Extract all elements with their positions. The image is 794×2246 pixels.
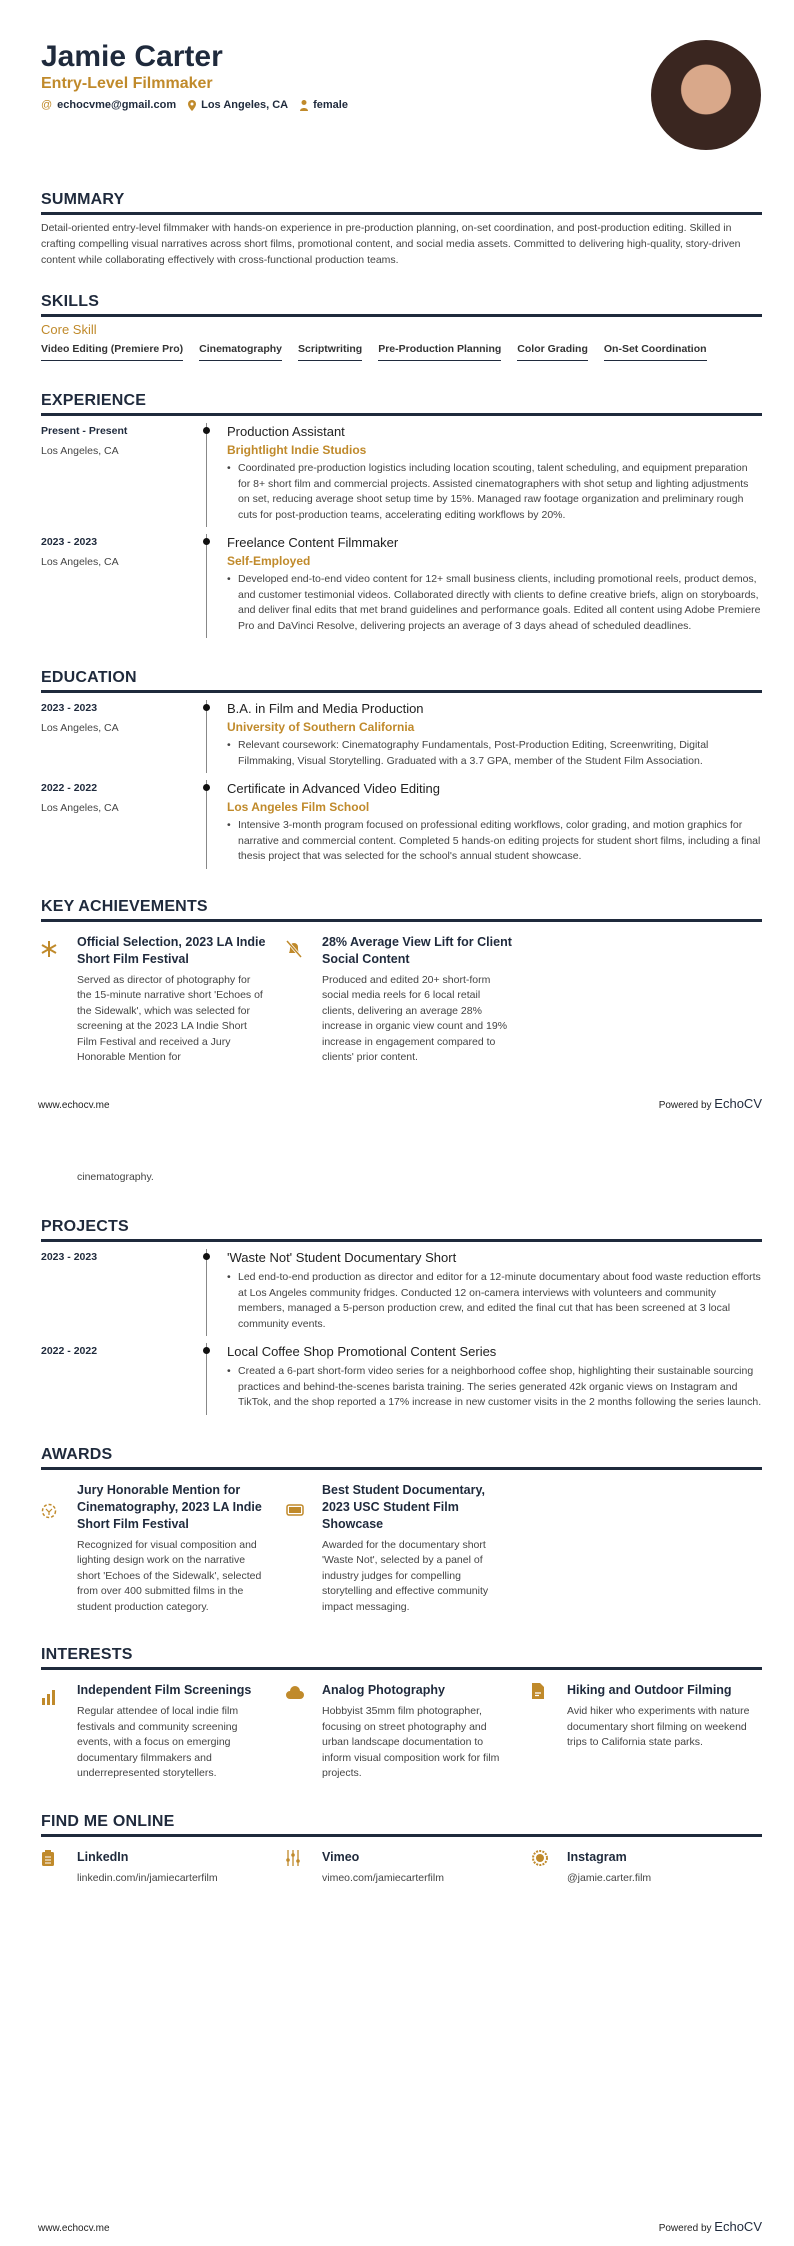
entry-title: B.A. in Film and Media Production <box>227 701 424 716</box>
section-heading: SUMMARY <box>41 190 762 215</box>
entry-desc: • Relevant coursework: Cinematography Fundamentals, Post-Production Editing, Screenwriting, Digital Filmmaking, Visual Storytelling. Graduated with a 3.7 GPA, member of the Student Film Association. <box>227 738 762 769</box>
location-pin-icon <box>188 100 196 111</box>
achievement-item <box>286 934 531 1066</box>
item-desc: Hobbyist 35mm film photographer, focusing on street photography and urban landscape documentation to inform visual composition work for film projects. <box>322 1705 500 1779</box>
skill-tag: On-Set Coordination <box>604 343 707 361</box>
person-icon <box>300 100 308 111</box>
footer-site-link[interactable]: www.echocv.me <box>38 2223 110 2234</box>
item-desc: Served as director of photography for the 15-minute narrative short 'Echoes of the Sidewalk', which was selected for screening at the 2023 LA Indie Short Film Festival and received a Jury Honorable Mention for <box>77 973 263 1063</box>
bar-chart-icon <box>41 1688 57 1706</box>
candidate-name: Jamie Carter <box>41 40 223 73</box>
entry-date: 2023 - 2023 <box>41 702 98 714</box>
entry-title: Certificate in Advanced Video Editing <box>227 781 440 796</box>
project-entry <box>41 1249 762 1336</box>
timeline-dot <box>206 780 207 869</box>
skill-tag: Video Editing (Premiere Pro) <box>41 343 183 361</box>
ticket-icon <box>286 1504 304 1516</box>
skill-tag: Scriptwriting <box>298 343 362 361</box>
entry-desc: • Led end-to-end production as director and editor for a 12-minute documentary about food waste reduction efforts at Los Angeles community fridges. Conducted 12 on-camera interviews with volunteers and community members, managed a 5-person production crew, and edited the final cut that has been screened at 3 local community events. <box>227 1270 762 1332</box>
achievements-section <box>41 897 762 1066</box>
page-2 <box>0 1123 794 2246</box>
entry-date: 2023 - 2023 <box>41 536 98 548</box>
at-icon: @ <box>41 99 53 111</box>
entry-desc: • Created a 6-part short-form video series for a neighborhood coffee shop, highlighting their sustainable sourcing practices and behind-the-scenes barista training. The series generated 42k organic views on Instagram and TikTok, and the shop reported a 17% increase in new customer visits in the 2 months following the series launch. <box>227 1364 762 1411</box>
item-desc: Regular attendee of local indie film festivals and community screening events, with a focus on emerging documentary filmmakers and underrepresented storytellers. <box>77 1705 239 1779</box>
online-item <box>531 1849 776 1887</box>
timeline-dot <box>206 1343 207 1415</box>
item-title: Vimeo <box>322 1849 360 1864</box>
entry-title: Freelance Content Filmmaker <box>227 535 399 550</box>
item-title: Analog Photography <box>322 1683 445 1697</box>
gear-icon <box>531 1849 549 1867</box>
interest-item <box>286 1682 531 1782</box>
interests-section <box>41 1645 762 1782</box>
award-item <box>286 1482 531 1616</box>
entry-location: Los Angeles, CA <box>41 445 119 457</box>
entry-desc: • Developed end-to-end video content for 12+ small business clients, including promotional reels, product demos, and customer testimonial videos. Collaborated directly with clients to define creative briefs, align on storyboards, and deliver final edits that met brand guidelines and performance goals. Edited all content using Adobe Premiere Pro and DaVinci Resolve, delivering projects an average of 3 days ahead of scheduled deadlines. <box>227 572 762 634</box>
item-title: Hiking and Outdoor Filming <box>567 1683 732 1697</box>
online-item <box>41 1849 286 1887</box>
summary-section <box>41 190 762 268</box>
section-heading: INTERESTS <box>41 1645 762 1670</box>
project-entry <box>41 1343 762 1415</box>
experience-section <box>41 391 762 638</box>
timeline-dot <box>206 534 207 638</box>
item-title: 28% Average View Lift for Client Social Content <box>322 934 512 966</box>
profile-link[interactable]: vimeo.com/jamiecarterfilm <box>322 1871 444 1884</box>
skill-tag: Cinematography <box>199 343 282 361</box>
entry-date: 2023 - 2023 <box>41 1251 98 1263</box>
projects-section <box>41 1217 762 1415</box>
skills-section <box>41 292 762 361</box>
summary-text: Detail-oriented entry-level filmmaker with hands-on experience in pre-production planning, on-set coordination, and post-production editing. Skilled in crafting compelling visual narratives across short films, promotional content, and social media assets. Committed to delivering high-quality, story-driven content while collaborating effectively with cross-functional production teams. <box>41 222 741 266</box>
online-item <box>286 1849 531 1887</box>
entry-date: 2022 - 2022 <box>41 782 98 794</box>
footer-site-link[interactable]: www.echocv.me <box>38 1100 110 1111</box>
profile-link[interactable]: linkedin.com/in/jamiecarterfilm <box>77 1871 218 1884</box>
online-section <box>41 1812 762 1887</box>
section-heading: AWARDS <box>41 1445 762 1470</box>
timeline-dot <box>206 1249 207 1336</box>
entry-desc: • Intensive 3-month program focused on professional editing workflows, color grading, and motion graphics for narrative and commercial content. Completed 5 hands-on editing projects for student short films, including a final thesis project that was selected for the school's annual student showcase. <box>227 818 762 865</box>
item-title: Official Selection, 2023 LA Indie Short Film Festival <box>77 934 266 966</box>
page-footer <box>38 1096 762 1111</box>
interest-item <box>41 1682 286 1782</box>
entry-date: 2022 - 2022 <box>41 1345 98 1357</box>
item-desc: Avid hiker who experiments with nature documentary short filming on weekend trips to California state parks. <box>567 1705 750 1748</box>
footer-brand: EchoCV <box>714 1096 762 1111</box>
target-icon <box>41 1502 57 1520</box>
item-desc: Awarded for the documentary short 'Waste Not', selected by a panel of industry judges for compelling storytelling and effective community impact messaging. <box>322 1538 489 1613</box>
bell-slash-icon <box>286 940 302 958</box>
section-heading: EDUCATION <box>41 668 762 693</box>
experience-entry <box>41 534 762 638</box>
item-desc: Recognized for visual composition and lighting design work on the narrative short 'Echoes of the Sidewalk', selected from over 400 submitted films in the student production category. <box>77 1538 262 1613</box>
entry-org: Los Angeles Film School <box>227 800 370 814</box>
entry-date: Present - Present <box>41 425 128 437</box>
entry-location: Los Angeles, CA <box>41 722 119 734</box>
footer-powered-label: Powered by <box>658 2223 712 2234</box>
experience-entry <box>41 423 762 527</box>
timeline-dot <box>206 700 207 773</box>
page-footer <box>38 2219 762 2234</box>
footer-brand: EchoCV <box>714 2219 762 2234</box>
section-heading: EXPERIENCE <box>41 391 762 416</box>
skill-tag: Pre-Production Planning <box>378 343 501 361</box>
entry-location: Los Angeles, CA <box>41 556 119 568</box>
section-heading: PROJECTS <box>41 1217 762 1242</box>
sliders-icon <box>286 1849 300 1867</box>
entry-desc: • Coordinated pre-production logistics including location scouting, talent scheduling, and equipment preparation for 8+ short film and commercial projects. Assisted cinematographers with shot setup and lighting adjustments on set, reducing average shoot setup time by 15%. Managed raw footage organization and preliminary rough cuts for post-production teams, accelerating editing workflows by 20%. <box>227 461 762 523</box>
education-entry <box>41 780 762 869</box>
section-heading: KEY ACHIEVEMENTS <box>41 897 762 922</box>
entry-title: 'Waste Not' Student Documentary Short <box>227 1250 457 1265</box>
entry-location: Los Angeles, CA <box>41 802 119 814</box>
profile-photo <box>651 40 761 150</box>
education-entry <box>41 700 762 773</box>
entry-org: Brightlight Indie Studios <box>227 443 367 457</box>
entry-title: Production Assistant <box>227 424 345 439</box>
email[interactable]: echocvme@gmail.com <box>57 99 177 111</box>
item-desc: Produced and edited 20+ short-form social media reels for 6 local retail clients, delivering an average 28% increase in organic view count and 19% increase in engagement compared to clients' prior content. <box>322 973 508 1063</box>
award-item <box>41 1482 286 1616</box>
timeline-dot <box>206 423 207 527</box>
achievement-desc-continued: cinematography. <box>77 1171 154 1183</box>
gender: female <box>313 99 348 111</box>
section-heading: SKILLS <box>41 292 762 317</box>
item-title: Instagram <box>567 1849 627 1864</box>
item-title: LinkedIn <box>77 1849 129 1864</box>
entry-org: Self-Employed <box>227 554 311 568</box>
location: Los Angeles, CA <box>201 99 289 111</box>
education-section <box>41 668 762 869</box>
profile-link[interactable]: @jamie.carter.film <box>567 1871 652 1884</box>
clipboard-icon <box>41 1849 55 1867</box>
awards-section <box>41 1445 762 1616</box>
item-title: Best Student Documentary, 2023 USC Student Film Showcase <box>322 1482 485 1531</box>
skill-group-label: Core Skill <box>41 322 97 337</box>
item-title: Independent Film Screenings <box>77 1683 252 1697</box>
skill-tag: Color Grading <box>517 343 588 361</box>
sparkle-icon <box>41 940 57 958</box>
item-title: Jury Honorable Mention for Cinematography, 2023 LA Indie Short Film Festival <box>77 1482 262 1531</box>
candidate-title: Entry-Level Filmmaker <box>41 75 213 92</box>
entry-title: Local Coffee Shop Promotional Content Series <box>227 1344 497 1359</box>
interest-item <box>531 1682 776 1782</box>
achievement-item <box>41 934 286 1066</box>
entry-org: University of Southern California <box>227 720 415 734</box>
document-icon <box>531 1682 545 1700</box>
cloud-icon <box>286 1684 304 1700</box>
footer-powered-label: Powered by <box>658 1100 712 1111</box>
section-heading: FIND ME ONLINE <box>41 1812 762 1837</box>
